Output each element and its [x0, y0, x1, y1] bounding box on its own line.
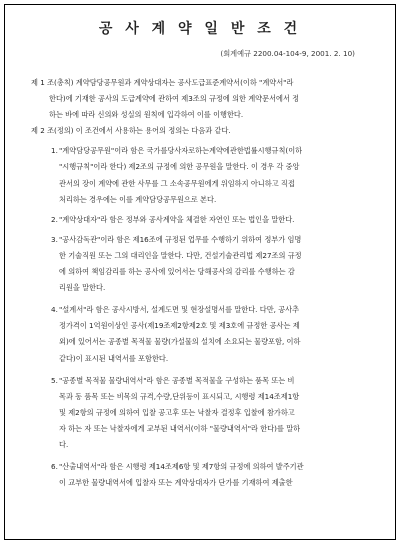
- item-line: "시행규칙"이라 한다) 제2조의 규정에 의한 공무원을 말한다. 이 경우 각 중앙: [59, 162, 300, 172]
- document-title: 공 사 계 약 일 반 조 건: [98, 21, 302, 37]
- item-line: 처리하는 경우에는 이를 계약담당공무원으로 본다.: [59, 194, 217, 204]
- item-number: 3.: [51, 234, 58, 244]
- definition-item: [31, 459, 367, 491]
- item-line: 한 기술직원 또는 그의 대리인을 말한다. 다만, 건설기술관리법 제27조의 규정: [59, 250, 302, 260]
- item-line: "산출내역서"라 함은 시행령 제14조제6항 및 제7항의 규정에 의하여 발주기관: [59, 462, 304, 472]
- article-1-line: 제 1 조(총칙) 계약담당공무원과 계약상대자는 공사도급표준계약서(이하 "계약서"라: [31, 78, 294, 87]
- definition-item: [31, 212, 367, 228]
- item-line: "공종별 목적물 물량내역서"라 함은 공종별 목적물을 구성하는 품목 또는 비: [59, 375, 295, 385]
- item-number: 1.: [51, 146, 58, 156]
- item-number: 6.: [51, 462, 58, 472]
- item-line: 이 교부한 물량내역서에 입찰자 또는 계약상대자가 단가를 기재하여 제출한: [59, 478, 293, 488]
- item-number: 4.: [51, 305, 58, 315]
- item-line: 같다)이 표시된 내역서를 포함한다.: [59, 353, 169, 363]
- regulation-reference: (회계예규 2200.04-104-9, 2001. 2. 10): [220, 49, 355, 58]
- item-line: "공사감독관"이라 함은 제16조에 규정된 업무를 수행하기 위하여 정부가 임명: [59, 234, 302, 244]
- item-line: 에 의하여 책임감리를 하는 공사에 있어서는 당해공사의 감리를 수행하는 감: [59, 267, 295, 277]
- item-line: "계약담당공무원"이라 함은 국가를당사자로하는계약에관한법률시행규칙(이하: [59, 146, 303, 156]
- item-line: 리원을 말한다.: [59, 283, 106, 293]
- document-body: [31, 75, 367, 491]
- item-line: 다.: [59, 439, 69, 449]
- item-line: "계약상대자"라 함은 정부와 공사계약을 체결한 자연인 또는 법인을 말한다.: [59, 214, 295, 224]
- item-line: 목과 동 품목 또는 비목의 규격,수량,단위등이 표시되고, 시행령 제14조제1항: [59, 391, 300, 401]
- document-page: [4, 4, 396, 540]
- item-line: "설계서"라 함은 공사시방서, 설계도면 및 현장설명서를 말한다. 다만, 공사추: [59, 305, 300, 315]
- item-line: 정가격이 1억원이상인 공사(제19조제2항제2호 및 제3호에 규정한 공사는 제: [59, 321, 300, 331]
- article-1-line: 한다)에 기재한 공사의 도급계약에 관하여 제3조의 규정에 의한 계약문서에서 정: [49, 94, 300, 104]
- article-2: [31, 123, 367, 139]
- article-2-line: 제 2 조(정의) 이 조건에서 사용하는 용어의 정의는 다음과 같다.: [31, 126, 231, 136]
- item-line: 및 제2항의 규정에 의하여 입찰 공고후 또는 낙찰자 결정후 입찰에 참가하고: [59, 407, 295, 417]
- definition-item: [31, 373, 367, 453]
- definition-item: [31, 232, 367, 296]
- item-number: 5.: [51, 375, 58, 385]
- definition-item: [31, 302, 367, 366]
- item-number: 2.: [51, 214, 58, 224]
- definition-item: [31, 143, 367, 207]
- item-line: 자 하는 자 또는 낙찰자에게 교부된 내역서(이하 "물량내역서"라 한다)를 말하: [59, 423, 301, 433]
- item-line: 외)에 있어서는 공종별 목적물 물량(가설물의 설치에 소요되는 물량포함, 이하: [59, 337, 301, 347]
- article-1-line: 하는 바에 따라 신의와 성실의 원칙에 입각하여 이를 이행한다.: [49, 110, 244, 120]
- item-line: 관서의 장이 계약에 관한 사무를 그 소속공무원에게 위임하지 아니하고 직접: [59, 178, 295, 188]
- article-1: [31, 75, 367, 123]
